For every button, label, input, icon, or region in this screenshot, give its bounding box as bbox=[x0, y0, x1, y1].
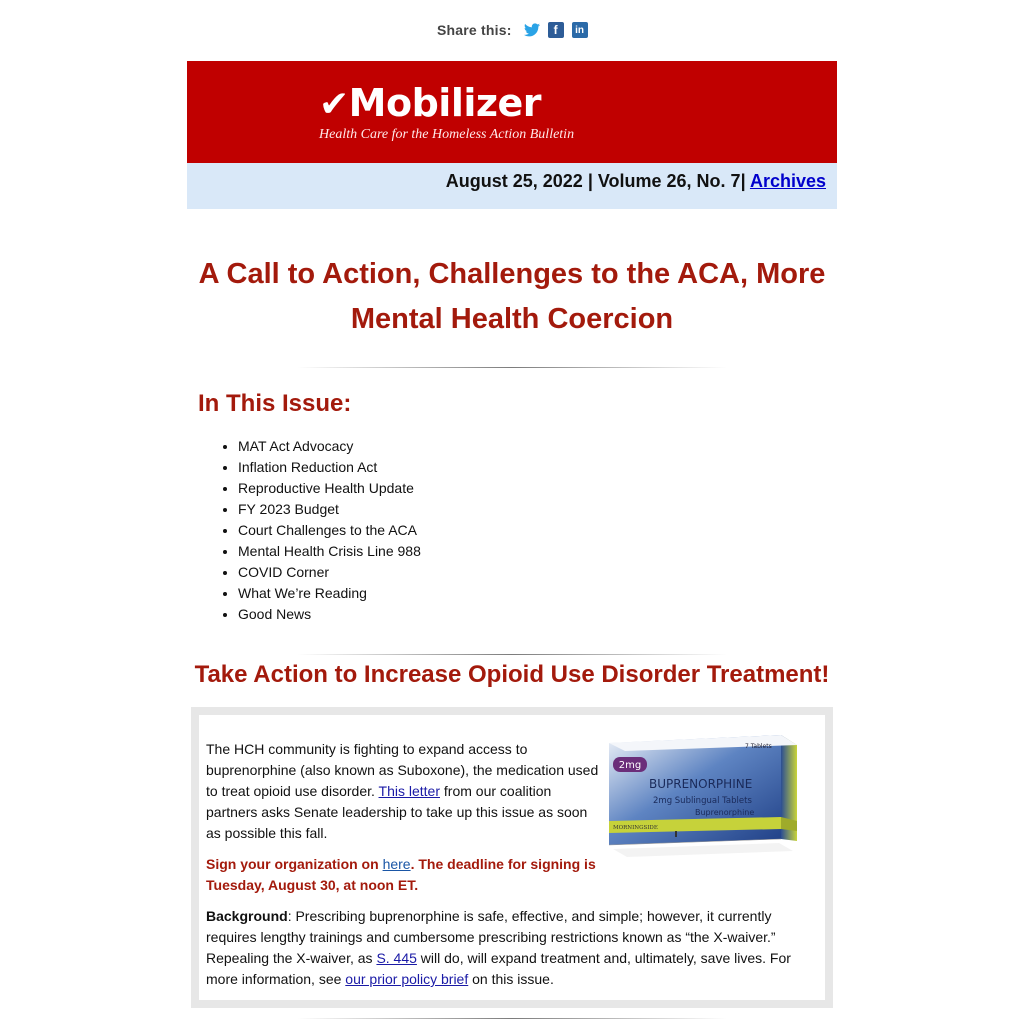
list-item: • FY 2023 Budget bbox=[238, 499, 421, 520]
list-item: • Inflation Reduction Act bbox=[238, 457, 421, 478]
tablets-label: 7 Tablets bbox=[745, 743, 772, 750]
article-paragraph bbox=[206, 739, 601, 844]
share-label: Share this: bbox=[437, 22, 512, 38]
drug-subtitle-label: 2mg Sublingual Tablets bbox=[653, 796, 752, 806]
twitter-icon[interactable] bbox=[524, 22, 540, 38]
buprenorphine-box-image bbox=[607, 733, 811, 863]
section-title: Take Action to Increase Opioid Use Disorder Treatment! bbox=[194, 661, 830, 688]
s445-link[interactable]: S. 445 bbox=[376, 950, 417, 966]
drug-generic-label: Buprenorphine bbox=[695, 808, 755, 817]
facebook-icon[interactable]: f bbox=[548, 22, 564, 38]
dose-label: 2mg bbox=[618, 760, 642, 771]
list-item: • COVID Corner bbox=[238, 562, 421, 583]
article-box bbox=[191, 707, 833, 1008]
policy-brief-link[interactable]: our prior policy brief bbox=[345, 971, 469, 987]
maker-label: MORNINGSIDE bbox=[613, 825, 658, 831]
list-item: • Court Challenges to the ACA bbox=[238, 520, 421, 541]
sign-on-here-link[interactable]: here bbox=[382, 856, 411, 872]
text: . The deadline for signing is Tuesday, August 30, at noon ET. bbox=[206, 856, 596, 893]
this-letter-link[interactable]: This letter bbox=[378, 783, 440, 799]
background-paragraph bbox=[206, 906, 811, 990]
divider bbox=[297, 367, 727, 368]
list-item: • Mental Health Crisis Line 988 bbox=[238, 541, 421, 562]
article-body bbox=[199, 715, 825, 1000]
divider bbox=[297, 1018, 727, 1019]
issue-list bbox=[220, 436, 421, 625]
dateline-bar bbox=[187, 163, 837, 209]
list-item: • Reproductive Health Update bbox=[238, 478, 421, 499]
linkedin-icon[interactable]: in bbox=[572, 22, 588, 38]
archives-link[interactable]: Archives bbox=[749, 171, 826, 191]
text: The HCH community is fighting to expand access to buprenorphine (also known as Suboxone), the medication used to treat opioid use disorder. bbox=[206, 741, 599, 799]
logo bbox=[319, 81, 541, 125]
share-bar bbox=[437, 20, 596, 40]
text: Sign your organization on bbox=[206, 856, 383, 872]
text: : Prescribing buprenorphine is safe, effective, and simple; however, it currently requires lengthy trainings and cumbersome prescribing restrictions known as “the X-waiver.” Repealing the X-waiver, as bbox=[206, 908, 776, 966]
page-title: A Call to Action, Challenges to the ACA, More Mental Health Coercion bbox=[198, 258, 826, 335]
call-to-action bbox=[206, 854, 601, 896]
header-banner bbox=[187, 61, 837, 163]
text: will do, will expand treatment and, ultimately, save lives. For more information, see bbox=[206, 950, 791, 987]
text: on this issue. bbox=[468, 971, 554, 987]
divider bbox=[297, 654, 727, 655]
logo-text: Mobilizer bbox=[348, 81, 541, 125]
tagline: Health Care for the Homeless Action Bulletin bbox=[319, 127, 575, 142]
list-item: • Good News bbox=[238, 604, 421, 625]
list-item: • What We’re Reading bbox=[238, 583, 421, 604]
issue-date-volume: August 25, 2022 | Volume 26, No. 7| bbox=[445, 171, 746, 191]
background-label: Background bbox=[206, 908, 288, 924]
drug-name-label: BUPRENORPHINE bbox=[649, 777, 753, 791]
dateline bbox=[446, 171, 826, 192]
text: from our coalition partners asks Senate leadership to take up this issue as soon as possible this fall. bbox=[206, 783, 588, 841]
checkmark-icon: ✔ bbox=[319, 84, 349, 125]
list-item: • MAT Act Advocacy bbox=[238, 436, 421, 457]
in-this-issue-heading: In This Issue: bbox=[198, 390, 352, 417]
